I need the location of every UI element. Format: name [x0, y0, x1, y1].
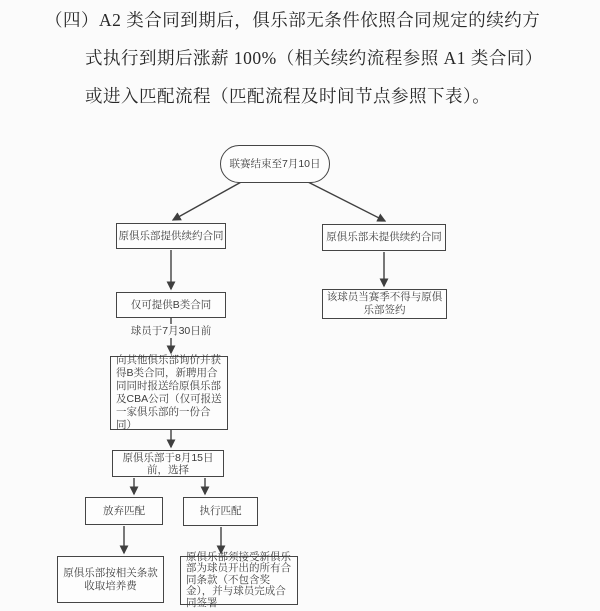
node-training-fee: 原俱乐部按相关条款收取培养费: [57, 556, 164, 603]
node-league-end: 联赛结束至7月10日: [220, 145, 330, 183]
deadline-edge-label: 球员于7月30日前: [128, 324, 215, 338]
paragraph-line-1: （四）A2 类合同到期后，俱乐部无条件依照合同规定的续约方: [45, 10, 541, 30]
node-no-sign-current-season: 该球员当赛季不得与原俱乐部签约: [322, 289, 447, 319]
node-choose-by-aug15: 原俱乐部于8月15日前，选择: [112, 450, 224, 477]
node-no-renewal: 原俱乐部未提供续约合同: [322, 224, 446, 251]
paragraph-line-2: 式执行到期后涨薪 100%（相关续约流程参照 A1 类合同）: [85, 48, 543, 68]
node-execute-match: 执行匹配: [183, 497, 258, 526]
node-b-contract-only: 仅可提供B类合同: [116, 292, 226, 318]
node-accept-terms: 原俱乐部须接受新俱乐部为球员开出的所有合同条款（不包含奖金），并与球员完成合同签署: [180, 556, 298, 605]
node-abandon-match: 放弃匹配: [85, 497, 163, 525]
node-inquiry-other-clubs: 向其他俱乐部询价并获得B类合同，新聘用合同同时报送给原俱乐部及CBA公司（仅可报送一家俱乐部的一份合同）: [110, 356, 228, 430]
node-offer-renewal: 原俱乐部提供续约合同: [116, 223, 226, 249]
paragraph-line-3: 或进入匹配流程（匹配流程及时间节点参照下表）。: [85, 86, 491, 106]
